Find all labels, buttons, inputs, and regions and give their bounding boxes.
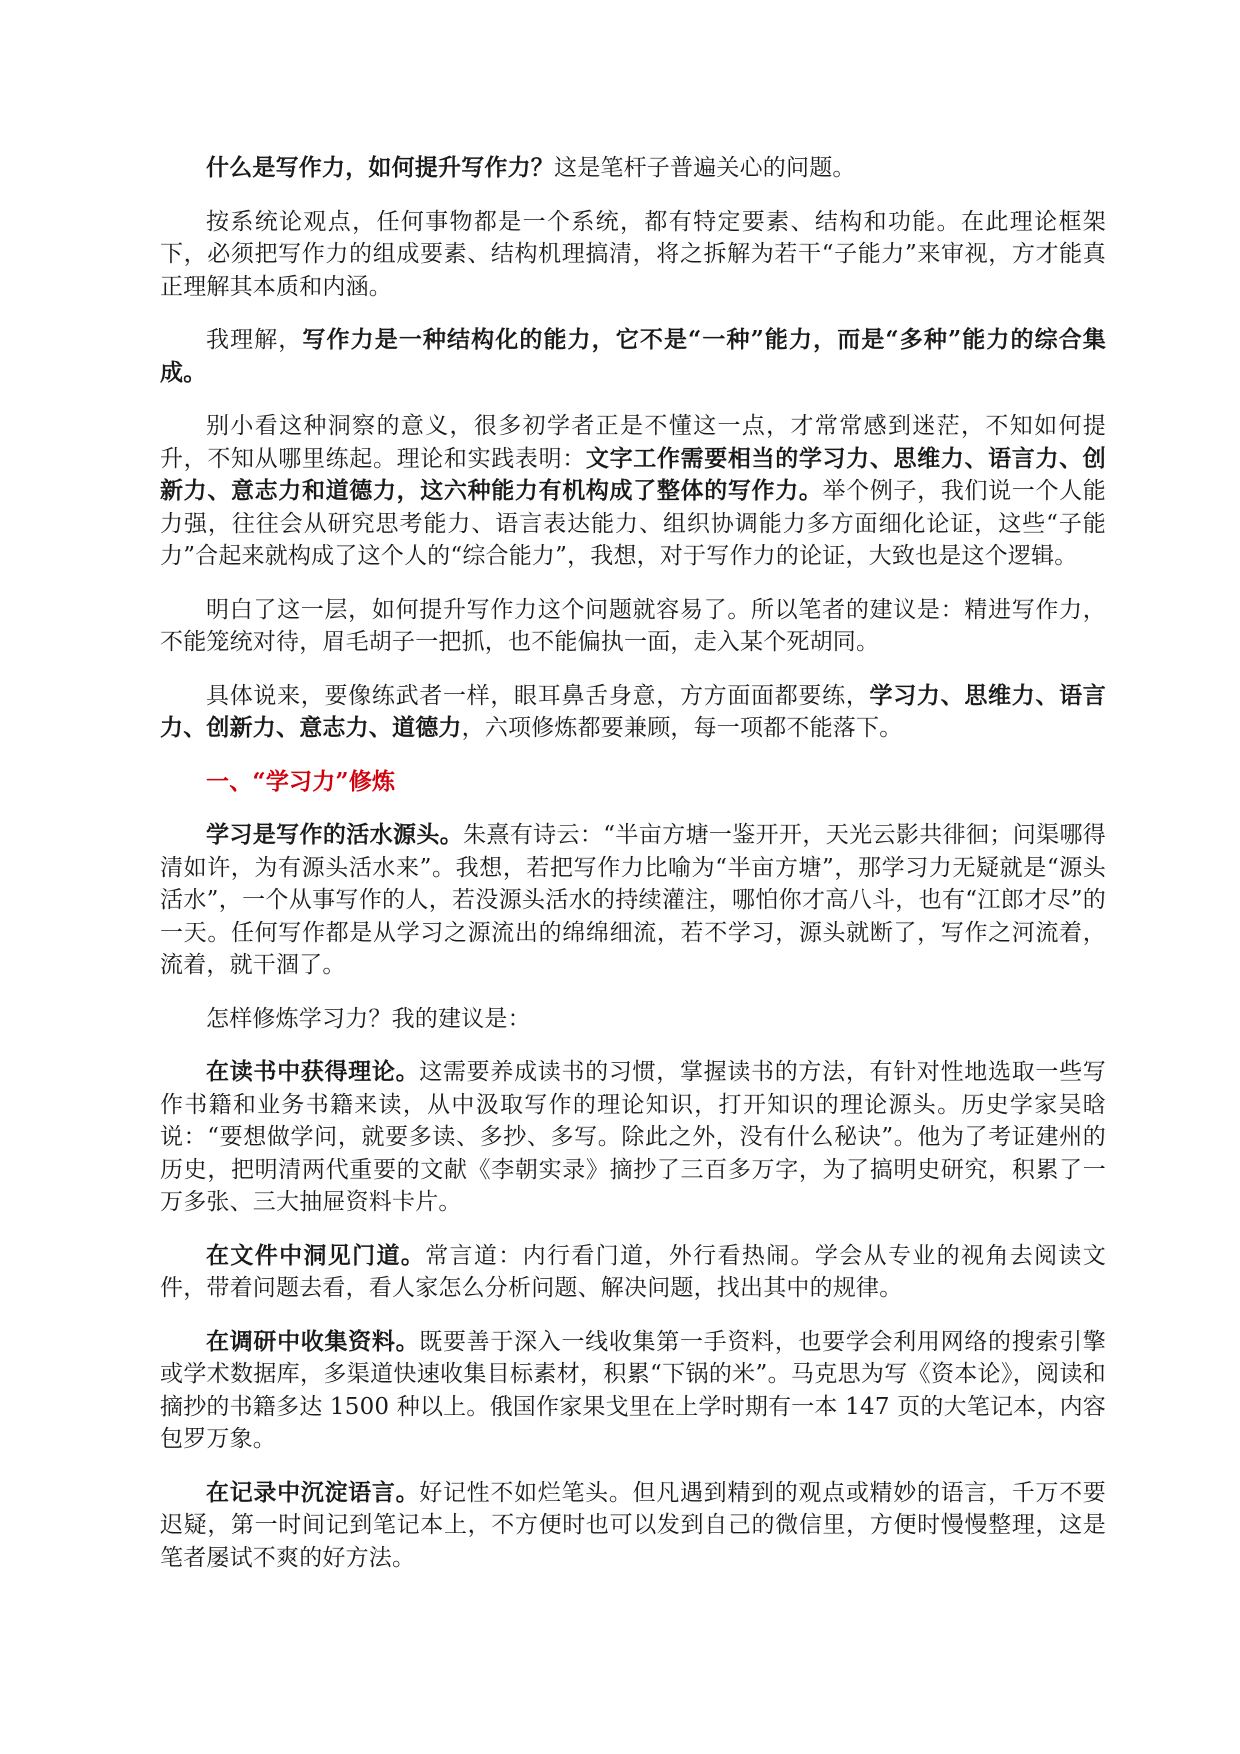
paragraph-bold-run: 学习是写作的活水源头。: [206, 821, 464, 848]
paragraph-run: 我理解，: [206, 327, 303, 353]
paragraph-run: 既要善于深入一线收集第一手资料，也要学会利用网络的搜索引擎或学术数据库，多渠道快速收集目标素材，积累“下锅的米”。马克思为写《资本论》，阅读和摘抄的书籍多达 1500 种以上。俄国作家果戈里在上学时期有一本 147 页的大笔记本，内容包罗万象。: [160, 1328, 1106, 1452]
paragraph-systems-view: [160, 206, 1106, 304]
document-page: [160, 152, 1106, 1595]
paragraph-understanding: [160, 324, 1106, 389]
paragraph-research: [160, 1326, 1106, 1456]
paragraph-run: 别小看这种洞察的意义，很多初学者正是不懂这一点，才常常感到迷茫，不知如何提升，不知从哪里练起。理论和实践表明：: [160, 413, 1106, 472]
paragraph-run: 具体说来，要像练武者一样，眼耳鼻舌身意，方方面面都要练，: [206, 682, 870, 709]
paragraph-learning-source: [160, 819, 1106, 982]
paragraph-bold-run: 在读书中获得理论。: [206, 1058, 420, 1085]
paragraph-run: 这是笔杆子普遍关心的问题。: [554, 155, 856, 181]
paragraph-bold-run: 文字工作需要相当的学习力、思维力、语言力、创新力、意志力和道德力，这六种能力有机构成了整体的写作力。: [160, 444, 1106, 504]
paragraph-bold-run: 在文件中洞见门道。: [206, 1241, 426, 1269]
paragraph-documents: [160, 1240, 1106, 1305]
paragraph-reading: [160, 1056, 1106, 1219]
paragraph-bold-run: 写作力是一种结构化的能力，它不是“一种”能力，而是“多种”能力的综合集成。: [160, 326, 1106, 386]
paragraph-run: 常言道：内行看门道，外行看热闹。学会从专业的视角去阅读文件，带着问题去看，看人家怎么分析问题、解决问题，找出其中的规律。: [160, 1242, 1106, 1301]
paragraph-run: 按系统论观点，任何事物都是一个系统，都有特定要素、结构和功能。在此理论框架下，必须把写作力的组成要素、结构机理搞清，将之拆解为若干“子能力”来审视，方才能真正理解其本质和内涵。: [160, 208, 1106, 300]
paragraph-bold-run: 什么是写作力，如何提升写作力？: [206, 154, 554, 181]
paragraph-how-to: [160, 1003, 1106, 1036]
section-heading-learning: [160, 766, 1106, 799]
paragraph-run: 好记性不如烂笔头。但凡遇到精到的观点或精妙的语言，千万不要迟疑，第一时间记到笔记本上，不方便时也可以发到自己的微信里，方便时慢慢整理，这是笔者屡试不爽的好方法。: [160, 1479, 1106, 1571]
paragraph-run: 这需要养成读书的习惯，掌握读书的方法，有针对性地选取一些写作书籍和业务书籍来读，从中汲取写作的理论知识，打开知识的理论源头。历史学家吴晗说：“要想做学问，就要多读、多抄、多写。除此之外，没有什么秘诀”。他为了考证建州的历史，把明清两代重要的文献《李朝实录》摘抄了三百多万字，为了搞明史研究，积累了一万多张、三大抽屉资料卡片。: [160, 1059, 1106, 1215]
paragraph-recording: [160, 1477, 1106, 1575]
paragraph-bold-run: 在记录中沉淀语言。: [206, 1478, 420, 1506]
paragraph-intro-question: [160, 152, 1106, 185]
paragraph-run: ，六项修炼都要兼顾，每一项都不能落下。: [461, 715, 903, 741]
section-heading-text: 一、“学习力”修炼: [206, 767, 396, 795]
paragraph-run: 明白了这一层，如何提升写作力这个问题就容易了。所以笔者的建议是：精进写作力，不能笼统对待，眉毛胡子一把抓，也不能偏执一面，走入某个死胡同。: [160, 596, 1106, 655]
paragraph-six-abilities: [160, 680, 1106, 745]
paragraph-insight: [160, 410, 1106, 573]
paragraph-run: 朱熹有诗云：“半亩方塘一鉴开开，天光云影共徘徊；问渠哪得清如许，为有源头活水来”。我想，若把写作力比喻为“半亩方塘”，那学习力无疑就是“源头活水”，一个从事写作的人，若没源头活水的持续灌注，哪怕你才高八斗，也有“江郎才尽”的一天。任何写作都是从学习之源流出的绵绵细流，若不学习，源头就断了，写作之河流着，流着，就干涸了。: [160, 822, 1107, 978]
paragraph-bold-run: 学习力、思维力、语言力、创新力、意志力、道德力: [160, 681, 1107, 741]
paragraph-bold-run: 在调研中收集资料。: [206, 1327, 420, 1355]
paragraph-run: 怎样修炼学习力？我的建议是：: [206, 1005, 531, 1032]
paragraph-suggestion: [160, 594, 1106, 659]
paragraph-run: 举个例子，我们说一个人能力强，往往会从研究思考能力、语言表达能力、组织协调能力多方面细化论证，这些“子能力”合起来就构成了这个人的“综合能力”，我想，对于写作力的论证，大致也是这个逻辑。: [160, 478, 1106, 569]
